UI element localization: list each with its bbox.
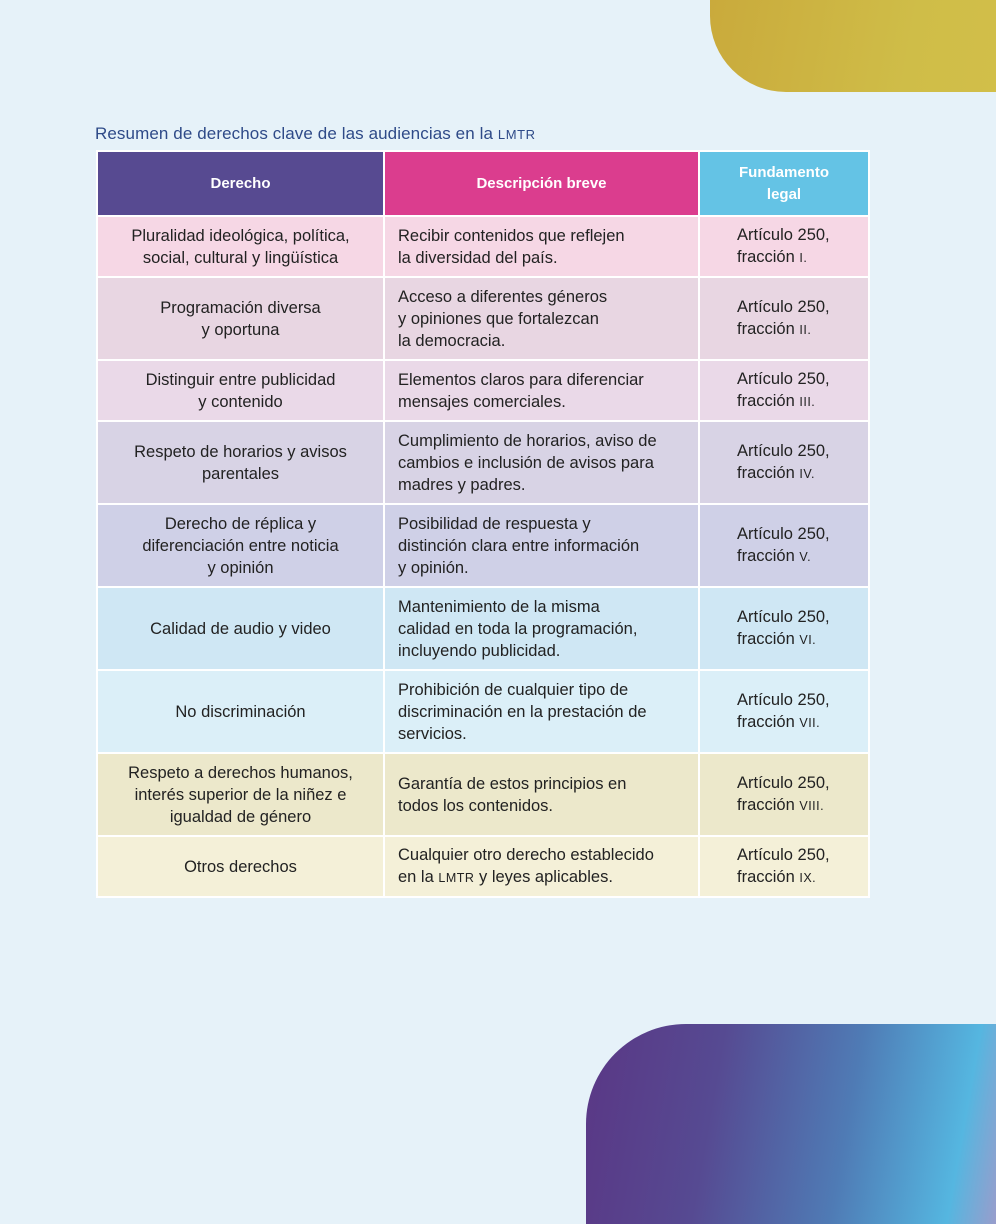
cell-fundamento: Artículo 250, fracción VII. bbox=[699, 670, 869, 753]
cell-descripcion: Cumplimiento de horarios, aviso de cambios e inclusión de avisos para madres y padres. bbox=[384, 421, 699, 504]
header-derecho: Derecho bbox=[97, 151, 384, 216]
table-row bbox=[97, 504, 869, 587]
table-row bbox=[97, 753, 869, 836]
cell-descripcion: Cualquier otro derecho establecido en la LMTR y leyes aplicables. bbox=[384, 836, 699, 897]
table-row bbox=[97, 670, 869, 753]
table-row bbox=[97, 360, 869, 421]
header-fundamento-line2: legal bbox=[766, 185, 802, 203]
header-fundamento bbox=[699, 151, 869, 216]
table-title bbox=[95, 124, 536, 144]
cell-derecho: Programación diversa y oportuna bbox=[97, 277, 384, 360]
cell-derecho: Respeto a derechos humanos, interés superior de la niñez e igualdad de género bbox=[97, 753, 384, 836]
decorative-shape-bottom bbox=[586, 1024, 996, 1224]
cell-derecho: Respeto de horarios y avisos parentales bbox=[97, 421, 384, 504]
cell-descripcion: Garantía de estos principios en todos los contenidos. bbox=[384, 753, 699, 836]
cell-derecho: Calidad de audio y video bbox=[97, 587, 384, 670]
cell-fundamento: Artículo 250, fracción VI. bbox=[699, 587, 869, 670]
cell-fundamento: Artículo 250, fracción V. bbox=[699, 504, 869, 587]
cell-fundamento: Artículo 250, fracción IV. bbox=[699, 421, 869, 504]
cell-descripcion: Mantenimiento de la misma calidad en toda la programación, incluyendo publicidad. bbox=[384, 587, 699, 670]
decorative-shape-top bbox=[710, 0, 996, 92]
table-row bbox=[97, 836, 869, 897]
cell-fundamento: Artículo 250, fracción III. bbox=[699, 360, 869, 421]
table-row bbox=[97, 587, 869, 670]
header-descripcion: Descripción breve bbox=[384, 151, 699, 216]
cell-descripcion: Prohibición de cualquier tipo de discriminación en la prestación de servicios. bbox=[384, 670, 699, 753]
cell-derecho: Distinguir entre publicidad y contenido bbox=[97, 360, 384, 421]
rights-table bbox=[96, 150, 870, 898]
cell-derecho: Otros derechos bbox=[97, 836, 384, 897]
header-fundamento-line1: Fundamento bbox=[739, 163, 829, 181]
table-row bbox=[97, 277, 869, 360]
cell-descripcion: Recibir contenidos que reflejen la diversidad del país. bbox=[384, 216, 699, 277]
cell-descripcion: Acceso a diferentes géneros y opiniones que fortalezcan la democracia. bbox=[384, 277, 699, 360]
table-header-row bbox=[97, 151, 869, 216]
table-title-text: Resumen de derechos clave de las audiencias en la bbox=[95, 124, 494, 143]
cell-descripcion: Posibilidad de respuesta y distinción clara entre información y opinión. bbox=[384, 504, 699, 587]
cell-descripcion: Elementos claros para diferenciar mensajes comerciales. bbox=[384, 360, 699, 421]
cell-fundamento: Artículo 250, fracción I. bbox=[699, 216, 869, 277]
cell-derecho: Derecho de réplica y diferenciación entre noticia y opinión bbox=[97, 504, 384, 587]
cell-derecho: No discriminación bbox=[97, 670, 384, 753]
cell-derecho: Pluralidad ideológica, política, social, cultural y lingüística bbox=[97, 216, 384, 277]
cell-fundamento: Artículo 250, fracción II. bbox=[699, 277, 869, 360]
table-row bbox=[97, 216, 869, 277]
table-title-abbr: LMTR bbox=[497, 127, 536, 142]
table-row bbox=[97, 421, 869, 504]
cell-fundamento: Artículo 250, fracción IX. bbox=[699, 836, 869, 897]
cell-fundamento: Artículo 250, fracción VIII. bbox=[699, 753, 869, 836]
